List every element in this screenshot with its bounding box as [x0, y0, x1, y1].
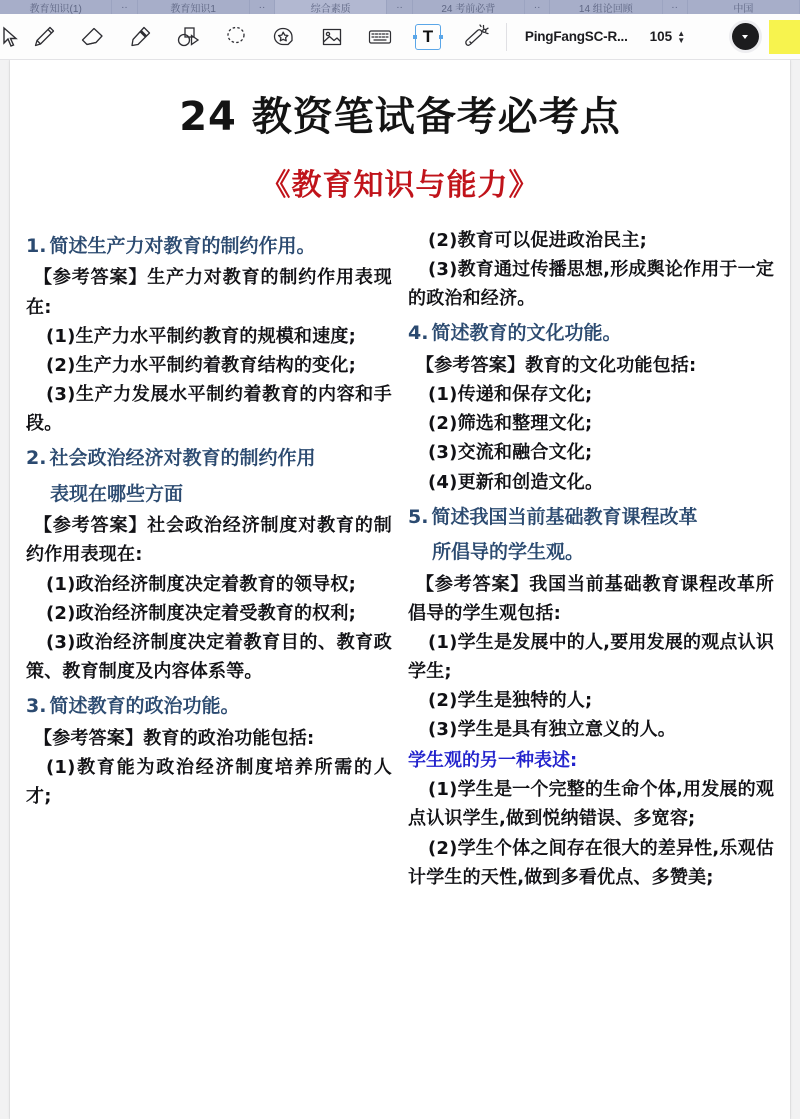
answer-paragraph: (3)教育通过传播思想,形成舆论作用于一定的政治和经济。 [408, 259, 775, 310]
question-number: 1. [26, 235, 47, 257]
font-size-stepper[interactable] [640, 22, 691, 52]
shapes-tool[interactable] [164, 14, 212, 60]
tab-9[interactable] [663, 0, 688, 14]
left-column[interactable] [26, 226, 392, 892]
document-page[interactable] [10, 60, 790, 1119]
question-number: 5. [408, 505, 429, 528]
answer-paragraph: (2)筛选和整理文化; [428, 413, 593, 435]
drawing-tools-group [0, 14, 500, 60]
answer-paragraph: (3)学生是具有独立意义的人。 [428, 719, 676, 741]
keyboard-tool[interactable] [356, 14, 404, 60]
question-heading [408, 319, 774, 348]
image-icon [319, 24, 345, 50]
chevron-down-icon [742, 35, 748, 39]
tab-4[interactable] [275, 0, 387, 14]
answer-paragraph: (1)生产力水平制约教育的规模和速度; [46, 325, 356, 347]
tab-label: ·· [396, 1, 403, 13]
answer-paragraph: (3)生产力发展水平制约着教育的内容和手段。 [26, 384, 392, 435]
answer-paragraph: (2)学生个体之间存在很大的差异性,乐观估计学生的天性,做到多看优点、多赞美; [408, 837, 775, 888]
tab-label: 教育知识1 [170, 3, 216, 14]
sticker-tool[interactable] [260, 14, 308, 60]
tab-label: 综合素质 [310, 3, 351, 14]
tab-bar[interactable] [0, 0, 800, 14]
answer-paragraph: (1)传递和保存文化; [428, 384, 593, 406]
text-tool[interactable] [404, 14, 452, 60]
alternate-statement-heading: 学生观的另一种表述: [408, 749, 578, 771]
answer-paragraph: (1)政治经济制度决定着教育的领导权; [46, 573, 356, 595]
highlight-color-swatch[interactable] [769, 20, 800, 54]
answer-paragraph: 【参考答案】教育的文化功能包括: [416, 354, 697, 376]
lasso-tool[interactable] [212, 14, 260, 60]
text-T-icon: T [415, 24, 441, 50]
answer-paragraph: (1)学生是一个完整的生命个体,用发展的观点认识学生,做到悦纳错误、多宽容; [408, 779, 775, 830]
answer-paragraph: 【参考答案】社会政治经济制度对教育的制约作用表现在: [26, 515, 392, 566]
toolbar-divider [506, 23, 507, 51]
tab-3[interactable] [250, 0, 275, 14]
question-number: 2. [26, 447, 47, 470]
question-text: 简述教育的政治功能。 [49, 695, 240, 718]
tab-label: 14 组论回顾 [578, 3, 633, 14]
eraser-icon [78, 24, 106, 50]
select-tool[interactable] [0, 14, 20, 60]
tab-8[interactable] [550, 0, 662, 14]
answer-paragraph: (1)学生是发展中的人,要用发展的观点认识学生; [408, 631, 775, 683]
question-text: 社会政治经济对教育的制约作用 [49, 447, 316, 470]
tab-10[interactable] [688, 0, 800, 14]
cursor-icon [0, 25, 20, 49]
question-number: 4. [408, 322, 429, 345]
question-heading-continuation: 所倡导的学生观。 [432, 541, 585, 564]
question-heading [26, 692, 392, 721]
question-text: 简述教育的文化功能。 [431, 322, 622, 345]
question-text: 简述我国当前基础教育课程改革 [431, 505, 698, 528]
answer-paragraph: 【参考答案】教育的政治功能包括: [34, 727, 315, 749]
right-column[interactable] [408, 226, 774, 892]
answer-paragraph: (3)交流和融合文化; [428, 442, 593, 464]
question-heading-continuation: 表现在哪些方面 [50, 482, 184, 505]
highlighter-icon [127, 24, 153, 50]
answer-paragraph: (2)生产力水平制约着教育结构的变化; [46, 354, 356, 376]
tab-label: 中国 [733, 3, 754, 14]
highlighter-tool[interactable] [116, 14, 164, 60]
text-align-button[interactable] [691, 14, 727, 60]
question-text: 简述生产力对教育的制约作用。 [49, 235, 316, 257]
sticker-star-icon [270, 24, 298, 50]
page-title: 24 教资笔试备考必考点 [179, 94, 621, 140]
shapes-icon [174, 24, 202, 50]
tab-1[interactable] [112, 0, 137, 14]
answer-paragraph: (3)政治经济制度决定着教育目的、教育政策、教育制度及内容体系等。 [26, 631, 392, 683]
answer-paragraph: (1)教育能为政治经济制度培养所需的人才; [26, 756, 392, 807]
answer-paragraph: (2)学生是独特的人; [428, 690, 593, 712]
question-heading [408, 503, 774, 532]
answer-paragraph: (4)更新和创造文化。 [428, 471, 604, 493]
font-size-value: 105 [649, 29, 673, 44]
content-columns [26, 226, 774, 892]
image-tool[interactable] [308, 14, 356, 60]
color-swatch-black [732, 23, 759, 50]
page-subtitle: 《教育知识与能力》 [260, 168, 540, 203]
page-right-edge [790, 60, 791, 1119]
document-canvas[interactable] [0, 60, 800, 1119]
answer-paragraph: (2)政治经济制度决定着受教育的权利; [46, 602, 356, 624]
eraser-tool[interactable] [68, 14, 116, 60]
tab-7[interactable] [525, 0, 550, 14]
font-name-label: PingFangSC-R... [524, 29, 628, 44]
tab-label: ·· [533, 1, 541, 13]
pencil-icon [31, 24, 57, 50]
tab-label: ·· [121, 1, 128, 13]
question-heading [26, 444, 392, 473]
answer-paragraph: 【参考答案】我国当前基础教育课程改革所倡导的学生观包括: [408, 573, 774, 624]
keyboard-icon [366, 24, 394, 50]
lasso-icon [223, 24, 249, 50]
tab-label: 24 考前必背 [441, 3, 496, 14]
tab-label: 教育知识(1) [29, 3, 82, 14]
tab-6[interactable] [413, 0, 525, 14]
magic-wand-icon [462, 24, 490, 50]
magic-tool[interactable] [452, 14, 500, 60]
tab-0[interactable] [0, 0, 112, 14]
tab-5[interactable] [387, 0, 412, 14]
answer-paragraph: (2)教育可以促进政治民主; [428, 230, 647, 251]
question-heading [26, 232, 392, 261]
text-color-button[interactable] [727, 14, 763, 60]
answer-paragraph: 【参考答案】生产力对教育的制约作用表现在: [26, 267, 392, 318]
tab-label: ·· [258, 1, 266, 13]
font-name-selector[interactable] [513, 22, 640, 52]
pen-tool[interactable] [20, 14, 68, 60]
stepper-chevrons-icon[interactable]: ▲ ▼ [677, 28, 686, 45]
question-number: 3. [26, 695, 47, 718]
tab-2[interactable] [138, 0, 250, 14]
tab-label: ·· [671, 1, 678, 13]
toolbar [0, 14, 800, 60]
